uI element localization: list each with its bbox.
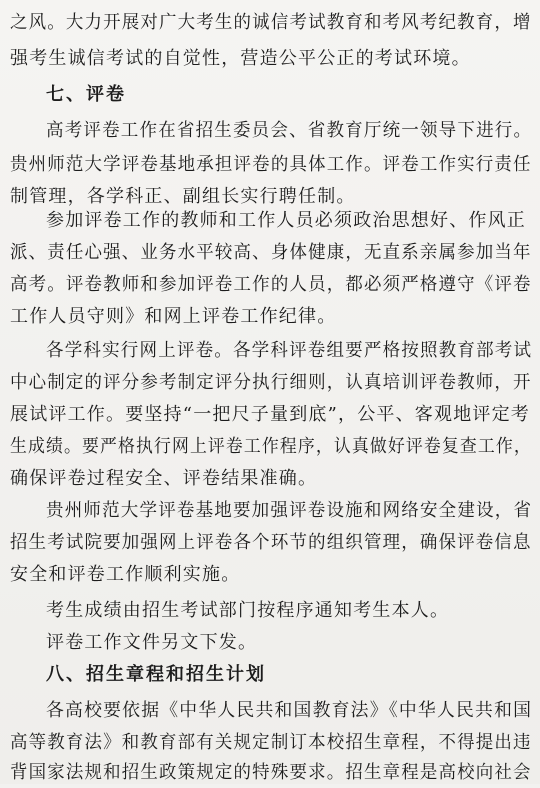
text-line: 制管理，各学科正、副组长实行聘任制。 [10,186,356,207]
text-line: 工作人员守则》和网上评卷工作纪律。 [10,306,337,327]
text-line: 贵州师范大学评卷基地承担评卷的具体工作。评卷工作实行责任 [10,154,532,175]
text-line: 高考。评卷教师和参加评卷工作的人员，都必须严格遵守《评卷 [10,274,532,295]
text-line: 之风。大力开展对广大考生的诚信考试教育和考风考纪教育，增 [10,12,532,33]
text-line: 高等教育法》和教育部有关规定制订本校招生章程，不得提出违 [10,732,532,753]
text-line: 安全和评卷工作顺利实施。 [10,564,241,585]
text-line: 展试评工作。要坚持“一把尺子量到底”，公平、客观地评定考 [10,404,531,425]
text-line: 生成绩。要严格执行网上评卷工作程序，认真做好评卷复查工作， [10,436,532,457]
text-line: 背国家法规和招生政策规定的特殊要求。招生章程是高校向社会 [10,762,532,783]
text-line: 强考生诚信考试的自觉性，营造公平公正的考试环境。 [10,48,471,69]
text-line: 招生考试院要加强网上评卷各个环节的组织管理，确保评卷信息 [10,532,532,553]
paragraph-start: 各学科实行网上评卷。各学科评卷组要严格按照教育部考试 [46,340,533,361]
text-line: 派、责任心强、业务水平较高、身体健康，无直系亲属参加当年 [10,242,532,263]
paragraph-start: 参加评卷工作的教师和工作人员必须政治思想好、作风正 [46,210,526,231]
section-heading: 八、招生章程和招生计划 [46,664,266,685]
paragraph-start: 贵州师范大学评卷基地要加强评卷设施和网络安全建设，省 [46,500,533,521]
text-line: 中心制定的评分参考制定评分执行细则，认真培训评卷教师，开 [10,372,532,393]
paragraph-start: 评卷工作文件另文下发。 [46,632,258,653]
paragraph-start: 高考评卷工作在省招生委员会、省教育厅统一领导下进行。 [46,120,533,141]
paragraph-start: 各高校要依据《中华人民共和国教育法》《中华人民共和国 [46,700,533,721]
paragraph-start: 考生成绩由招生考试部门按程序通知考生本人。 [46,600,450,621]
section-heading: 七、评卷 [46,84,126,105]
text-line: 确保评卷过程安全、评卷结果准确。 [10,468,318,489]
